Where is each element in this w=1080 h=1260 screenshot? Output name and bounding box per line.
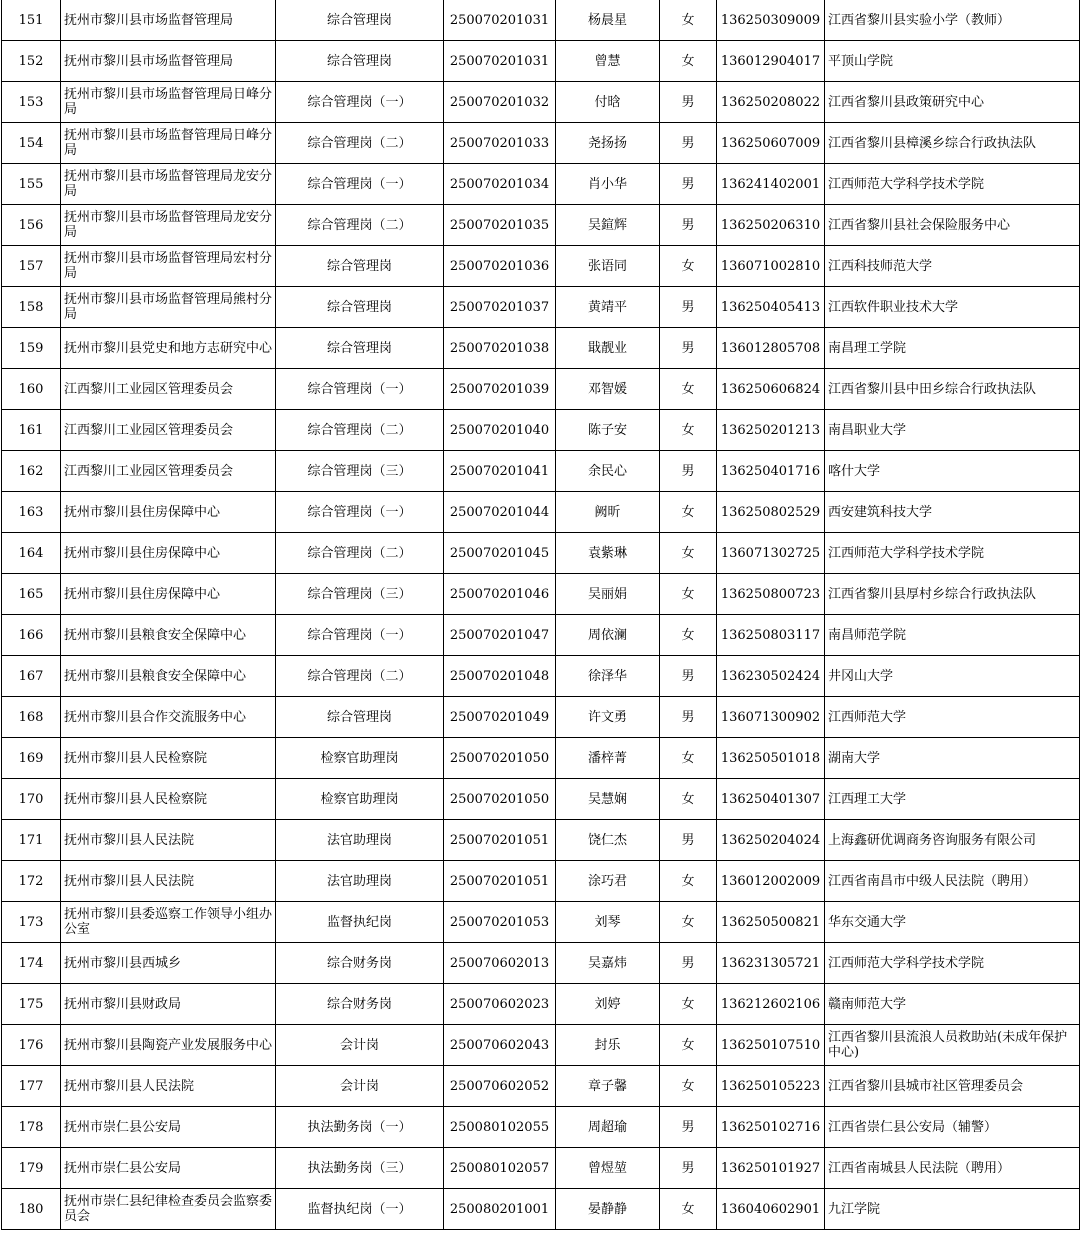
gender-cell: 男	[660, 697, 717, 738]
current-organization-cell: 江西省黎川县流浪人员救助站(未成年保护中心)	[825, 1025, 1080, 1066]
position-name-cell: 监督执纪岗（一）	[276, 1189, 444, 1230]
position-name-cell: 综合财务岗	[276, 943, 444, 984]
exam-number-cell: 136012805708	[717, 328, 825, 369]
position-name-cell: 综合管理岗（二）	[276, 123, 444, 164]
table-row	[2, 369, 1080, 410]
position-code-cell: 250070201053	[444, 902, 556, 943]
gender-cell: 女	[660, 492, 717, 533]
position-name-cell: 综合管理岗（一）	[276, 164, 444, 205]
position-name-cell: 综合管理岗（二）	[276, 205, 444, 246]
current-organization-cell: 南昌理工学院	[825, 328, 1080, 369]
position-code-cell: 250080102055	[444, 1107, 556, 1148]
candidate-name-cell: 余民心	[556, 451, 660, 492]
position-code-cell: 250070201035	[444, 205, 556, 246]
gender-cell: 男	[660, 164, 717, 205]
candidate-name-cell: 饶仁杰	[556, 820, 660, 861]
position-name-cell: 综合管理岗	[276, 41, 444, 82]
exam-number-cell: 136040602901	[717, 1189, 825, 1230]
position-code-cell: 250070201039	[444, 369, 556, 410]
position-code-cell: 250070201045	[444, 533, 556, 574]
position-name-cell: 综合管理岗（三）	[276, 574, 444, 615]
table-row	[2, 492, 1080, 533]
exam-number-cell: 136071002810	[717, 246, 825, 287]
exam-number-cell: 136250208022	[717, 82, 825, 123]
table-row	[2, 861, 1080, 902]
candidate-name-cell: 晏静静	[556, 1189, 660, 1230]
current-organization-cell: 上海鑫研优调商务咨询服务有限公司	[825, 820, 1080, 861]
exam-number-cell: 136250105223	[717, 1066, 825, 1107]
employer-unit-cell: 抚州市黎川县委巡察工作领导小组办公室	[61, 902, 276, 943]
employer-unit-cell: 抚州市黎川县市场监督管理局宏村分局	[61, 246, 276, 287]
current-organization-cell: 江西省黎川县厚村乡综合行政执法队	[825, 574, 1080, 615]
table-row	[2, 123, 1080, 164]
current-organization-cell: 江西省崇仁县公安局（辅警）	[825, 1107, 1080, 1148]
candidate-name-cell: 陈子安	[556, 410, 660, 451]
employer-unit-cell: 抚州市黎川县粮食安全保障中心	[61, 615, 276, 656]
position-code-cell: 250070201050	[444, 738, 556, 779]
position-name-cell: 综合管理岗（二）	[276, 656, 444, 697]
employer-unit-cell: 抚州市崇仁县公安局	[61, 1107, 276, 1148]
position-code-cell: 250070201044	[444, 492, 556, 533]
position-code-cell: 250070201051	[444, 861, 556, 902]
gender-cell: 女	[660, 861, 717, 902]
employer-unit-cell: 抚州市黎川县市场监督管理局龙安分局	[61, 164, 276, 205]
candidate-name-cell: 付晗	[556, 82, 660, 123]
exam-number-cell: 136250309009	[717, 0, 825, 41]
gender-cell: 女	[660, 246, 717, 287]
candidate-name-cell: 阙昕	[556, 492, 660, 533]
position-code-cell: 250070201032	[444, 82, 556, 123]
candidate-name-cell: 吴丽娟	[556, 574, 660, 615]
current-organization-cell: 江西师范大学科学技术学院	[825, 164, 1080, 205]
current-organization-cell: 喀什大学	[825, 451, 1080, 492]
position-name-cell: 监督执纪岗	[276, 902, 444, 943]
current-organization-cell: 井冈山大学	[825, 656, 1080, 697]
table-row	[2, 902, 1080, 943]
current-organization-cell: 江西理工大学	[825, 779, 1080, 820]
employer-unit-cell: 抚州市黎川县住房保障中心	[61, 533, 276, 574]
current-organization-cell: 江西省黎川县中田乡综合行政执法队	[825, 369, 1080, 410]
gender-cell: 男	[660, 943, 717, 984]
gender-cell: 女	[660, 533, 717, 574]
gender-cell: 男	[660, 287, 717, 328]
roster-body	[2, 0, 1080, 1230]
employer-unit-cell: 抚州市黎川县合作交流服务中心	[61, 697, 276, 738]
current-organization-cell: 江西师范大学科学技术学院	[825, 943, 1080, 984]
serial-number-cell: 153	[2, 82, 61, 123]
employer-unit-cell: 抚州市黎川县市场监督管理局日峰分局	[61, 82, 276, 123]
position-code-cell: 250070201051	[444, 820, 556, 861]
gender-cell: 女	[660, 41, 717, 82]
candidate-name-cell: 刘琴	[556, 902, 660, 943]
position-code-cell: 250080102057	[444, 1148, 556, 1189]
position-name-cell: 执法勤务岗（三）	[276, 1148, 444, 1189]
employer-unit-cell: 抚州市黎川县住房保障中心	[61, 574, 276, 615]
table-row	[2, 615, 1080, 656]
exam-number-cell: 136250401307	[717, 779, 825, 820]
position-code-cell: 250070201034	[444, 164, 556, 205]
current-organization-cell: 南昌职业大学	[825, 410, 1080, 451]
current-organization-cell: 江西科技师范大学	[825, 246, 1080, 287]
gender-cell: 女	[660, 1189, 717, 1230]
exam-number-cell: 136071300902	[717, 697, 825, 738]
serial-number-cell: 175	[2, 984, 61, 1025]
table-row	[2, 697, 1080, 738]
gender-cell: 女	[660, 779, 717, 820]
gender-cell: 女	[660, 0, 717, 41]
employer-unit-cell: 江西黎川工业园区管理委员会	[61, 369, 276, 410]
exam-number-cell: 136250101927	[717, 1148, 825, 1189]
exam-number-cell: 136241402001	[717, 164, 825, 205]
position-name-cell: 综合管理岗（二）	[276, 410, 444, 451]
exam-number-cell: 136250501018	[717, 738, 825, 779]
position-code-cell: 250070201036	[444, 246, 556, 287]
exam-number-cell: 136250204024	[717, 820, 825, 861]
serial-number-cell: 151	[2, 0, 61, 41]
gender-cell: 男	[660, 1107, 717, 1148]
table-row	[2, 984, 1080, 1025]
candidate-name-cell: 杨晨星	[556, 0, 660, 41]
candidate-name-cell: 肖小华	[556, 164, 660, 205]
current-organization-cell: 赣南师范大学	[825, 984, 1080, 1025]
position-name-cell: 综合管理岗	[276, 697, 444, 738]
serial-number-cell: 171	[2, 820, 61, 861]
serial-number-cell: 154	[2, 123, 61, 164]
serial-number-cell: 176	[2, 1025, 61, 1066]
serial-number-cell: 164	[2, 533, 61, 574]
table-row	[2, 1025, 1080, 1066]
current-organization-cell: 江西省黎川县社会保险服务中心	[825, 205, 1080, 246]
serial-number-cell: 159	[2, 328, 61, 369]
exam-number-cell: 136212602106	[717, 984, 825, 1025]
position-code-cell: 250070201037	[444, 287, 556, 328]
gender-cell: 女	[660, 410, 717, 451]
exam-number-cell: 136250201213	[717, 410, 825, 451]
position-code-cell: 250070201040	[444, 410, 556, 451]
exam-number-cell: 136250401716	[717, 451, 825, 492]
employer-unit-cell: 抚州市黎川县市场监督管理局	[61, 41, 276, 82]
current-organization-cell: 江西省黎川县樟溪乡综合行政执法队	[825, 123, 1080, 164]
position-code-cell: 250070201049	[444, 697, 556, 738]
employer-unit-cell: 抚州市黎川县市场监督管理局熊村分局	[61, 287, 276, 328]
current-organization-cell: 华东交通大学	[825, 902, 1080, 943]
exam-number-cell: 136250500821	[717, 902, 825, 943]
table-row	[2, 164, 1080, 205]
current-organization-cell: 江西师范大学	[825, 697, 1080, 738]
position-code-cell: 250070201031	[444, 41, 556, 82]
gender-cell: 男	[660, 451, 717, 492]
position-name-cell: 综合管理岗（一）	[276, 369, 444, 410]
serial-number-cell: 163	[2, 492, 61, 533]
position-code-cell: 250070602043	[444, 1025, 556, 1066]
current-organization-cell: 江西软件职业技术大学	[825, 287, 1080, 328]
position-name-cell: 综合管理岗	[276, 328, 444, 369]
gender-cell: 女	[660, 738, 717, 779]
position-code-cell: 250070201038	[444, 328, 556, 369]
candidate-name-cell: 刘婷	[556, 984, 660, 1025]
table-row	[2, 1189, 1080, 1230]
exam-number-cell: 136231305721	[717, 943, 825, 984]
current-organization-cell: 江西师范大学科学技术学院	[825, 533, 1080, 574]
exam-number-cell: 136250405413	[717, 287, 825, 328]
employer-unit-cell: 抚州市崇仁县公安局	[61, 1148, 276, 1189]
position-code-cell: 250070201046	[444, 574, 556, 615]
candidate-name-cell: 黄靖平	[556, 287, 660, 328]
table-row	[2, 205, 1080, 246]
table-row	[2, 574, 1080, 615]
gender-cell: 女	[660, 615, 717, 656]
serial-number-cell: 180	[2, 1189, 61, 1230]
candidate-name-cell: 涂巧君	[556, 861, 660, 902]
employer-unit-cell: 江西黎川工业园区管理委员会	[61, 410, 276, 451]
table-row	[2, 820, 1080, 861]
candidate-name-cell: 周依澜	[556, 615, 660, 656]
position-name-cell: 综合管理岗	[276, 287, 444, 328]
table-row	[2, 246, 1080, 287]
serial-number-cell: 178	[2, 1107, 61, 1148]
exam-number-cell: 136230502424	[717, 656, 825, 697]
serial-number-cell: 169	[2, 738, 61, 779]
exam-number-cell: 136250802529	[717, 492, 825, 533]
serial-number-cell: 165	[2, 574, 61, 615]
position-name-cell: 会计岗	[276, 1066, 444, 1107]
table-row	[2, 1066, 1080, 1107]
table-row	[2, 779, 1080, 820]
current-organization-cell: 江西省南昌市中级人民法院（聘用）	[825, 861, 1080, 902]
exam-number-cell: 136250607009	[717, 123, 825, 164]
position-name-cell: 检察官助理岗	[276, 779, 444, 820]
candidate-name-cell: 尧扬扬	[556, 123, 660, 164]
table-row	[2, 1148, 1080, 1189]
serial-number-cell: 160	[2, 369, 61, 410]
gender-cell: 男	[660, 1148, 717, 1189]
serial-number-cell: 167	[2, 656, 61, 697]
gender-cell: 男	[660, 82, 717, 123]
position-name-cell: 综合管理岗（二）	[276, 533, 444, 574]
serial-number-cell: 174	[2, 943, 61, 984]
current-organization-cell: 江西省南城县人民法院（聘用）	[825, 1148, 1080, 1189]
serial-number-cell: 179	[2, 1148, 61, 1189]
employer-unit-cell: 抚州市黎川县粮食安全保障中心	[61, 656, 276, 697]
serial-number-cell: 152	[2, 41, 61, 82]
serial-number-cell: 155	[2, 164, 61, 205]
current-organization-cell: 江西省黎川县城市社区管理委员会	[825, 1066, 1080, 1107]
position-name-cell: 法官助理岗	[276, 820, 444, 861]
employer-unit-cell: 抚州市黎川县财政局	[61, 984, 276, 1025]
exam-number-cell: 136250800723	[717, 574, 825, 615]
employer-unit-cell: 抚州市黎川县人民检察院	[61, 738, 276, 779]
position-name-cell: 综合管理岗	[276, 0, 444, 41]
gender-cell: 女	[660, 574, 717, 615]
employer-unit-cell: 抚州市黎川县住房保障中心	[61, 492, 276, 533]
position-name-cell: 执法勤务岗（一）	[276, 1107, 444, 1148]
gender-cell: 女	[660, 1025, 717, 1066]
candidate-name-cell: 曾煜堃	[556, 1148, 660, 1189]
serial-number-cell: 173	[2, 902, 61, 943]
serial-number-cell: 166	[2, 615, 61, 656]
employer-unit-cell: 抚州市黎川县人民检察院	[61, 779, 276, 820]
gender-cell: 男	[660, 123, 717, 164]
exam-number-cell: 136012002009	[717, 861, 825, 902]
candidate-name-cell: 潘梓菁	[556, 738, 660, 779]
candidate-name-cell: 张语同	[556, 246, 660, 287]
current-organization-cell: 湖南大学	[825, 738, 1080, 779]
table-row	[2, 287, 1080, 328]
roster-table	[1, 0, 1080, 1230]
exam-number-cell: 136250107510	[717, 1025, 825, 1066]
exam-number-cell: 136250803117	[717, 615, 825, 656]
table-row	[2, 533, 1080, 574]
position-name-cell: 综合管理岗	[276, 246, 444, 287]
table-row	[2, 328, 1080, 369]
candidate-name-cell: 徐泽华	[556, 656, 660, 697]
employer-unit-cell: 抚州市黎川县西城乡	[61, 943, 276, 984]
exam-number-cell: 136250606824	[717, 369, 825, 410]
position-code-cell: 250070201050	[444, 779, 556, 820]
employer-unit-cell: 抚州市黎川县市场监督管理局	[61, 0, 276, 41]
position-code-cell: 250070201033	[444, 123, 556, 164]
current-organization-cell: 西安建筑科技大学	[825, 492, 1080, 533]
gender-cell: 女	[660, 902, 717, 943]
current-organization-cell: 南昌师范学院	[825, 615, 1080, 656]
employer-unit-cell: 抚州市黎川县人民法院	[61, 820, 276, 861]
position-name-cell: 综合管理岗（一）	[276, 615, 444, 656]
serial-number-cell: 162	[2, 451, 61, 492]
employer-unit-cell: 抚州市黎川县陶瓷产业发展服务中心	[61, 1025, 276, 1066]
candidate-name-cell: 邓智媛	[556, 369, 660, 410]
serial-number-cell: 156	[2, 205, 61, 246]
current-organization-cell: 平顶山学院	[825, 41, 1080, 82]
exam-number-cell: 136250102716	[717, 1107, 825, 1148]
serial-number-cell: 177	[2, 1066, 61, 1107]
serial-number-cell: 161	[2, 410, 61, 451]
position-name-cell: 综合管理岗（三）	[276, 451, 444, 492]
serial-number-cell: 157	[2, 246, 61, 287]
table-row	[2, 410, 1080, 451]
exam-number-cell: 136071302725	[717, 533, 825, 574]
gender-cell: 男	[660, 820, 717, 861]
gender-cell: 男	[660, 656, 717, 697]
serial-number-cell: 172	[2, 861, 61, 902]
serial-number-cell: 158	[2, 287, 61, 328]
candidate-name-cell: 袁紫琳	[556, 533, 660, 574]
gender-cell: 女	[660, 984, 717, 1025]
gender-cell: 女	[660, 369, 717, 410]
position-code-cell: 250070201031	[444, 0, 556, 41]
position-code-cell: 250080201001	[444, 1189, 556, 1230]
employer-unit-cell: 抚州市黎川县党史和地方志研究中心	[61, 328, 276, 369]
candidate-name-cell: 许文勇	[556, 697, 660, 738]
table-row	[2, 1107, 1080, 1148]
position-name-cell: 会计岗	[276, 1025, 444, 1066]
employer-unit-cell: 江西黎川工业园区管理委员会	[61, 451, 276, 492]
exam-number-cell: 136012904017	[717, 41, 825, 82]
position-name-cell: 综合管理岗（一）	[276, 82, 444, 123]
position-code-cell: 250070201048	[444, 656, 556, 697]
position-code-cell: 250070201047	[444, 615, 556, 656]
position-code-cell: 250070201041	[444, 451, 556, 492]
candidate-name-cell: 吴嘉炜	[556, 943, 660, 984]
employer-unit-cell: 抚州市黎川县人民法院	[61, 861, 276, 902]
candidate-name-cell: 章子馨	[556, 1066, 660, 1107]
table-row	[2, 451, 1080, 492]
current-organization-cell: 江西省黎川县政策研究中心	[825, 82, 1080, 123]
current-organization-cell: 江西省黎川县实验小学（教师）	[825, 0, 1080, 41]
current-organization-cell: 九江学院	[825, 1189, 1080, 1230]
position-name-cell: 综合管理岗（一）	[276, 492, 444, 533]
candidate-name-cell: 吴鍹辉	[556, 205, 660, 246]
table-row	[2, 41, 1080, 82]
employer-unit-cell: 抚州市黎川县市场监督管理局日峰分局	[61, 123, 276, 164]
position-name-cell: 综合财务岗	[276, 984, 444, 1025]
employer-unit-cell: 抚州市黎川县市场监督管理局龙安分局	[61, 205, 276, 246]
position-code-cell: 250070602013	[444, 943, 556, 984]
gender-cell: 男	[660, 328, 717, 369]
position-code-cell: 250070602023	[444, 984, 556, 1025]
table-row	[2, 738, 1080, 779]
serial-number-cell: 170	[2, 779, 61, 820]
employer-unit-cell: 抚州市黎川县人民法院	[61, 1066, 276, 1107]
position-code-cell: 250070602052	[444, 1066, 556, 1107]
candidate-name-cell: 封乐	[556, 1025, 660, 1066]
position-name-cell: 检察官助理岗	[276, 738, 444, 779]
serial-number-cell: 168	[2, 697, 61, 738]
position-name-cell: 法官助理岗	[276, 861, 444, 902]
candidate-name-cell: 曾慧	[556, 41, 660, 82]
gender-cell: 女	[660, 1066, 717, 1107]
exam-number-cell: 136250206310	[717, 205, 825, 246]
candidate-name-cell: 周超瑜	[556, 1107, 660, 1148]
employer-unit-cell: 抚州市崇仁县纪律检查委员会监察委员会	[61, 1189, 276, 1230]
candidate-name-cell: 吴慧娴	[556, 779, 660, 820]
table-row	[2, 82, 1080, 123]
table-row	[2, 656, 1080, 697]
table-row	[2, 943, 1080, 984]
candidate-name-cell: 戢靓业	[556, 328, 660, 369]
gender-cell: 男	[660, 205, 717, 246]
table-row	[2, 0, 1080, 41]
